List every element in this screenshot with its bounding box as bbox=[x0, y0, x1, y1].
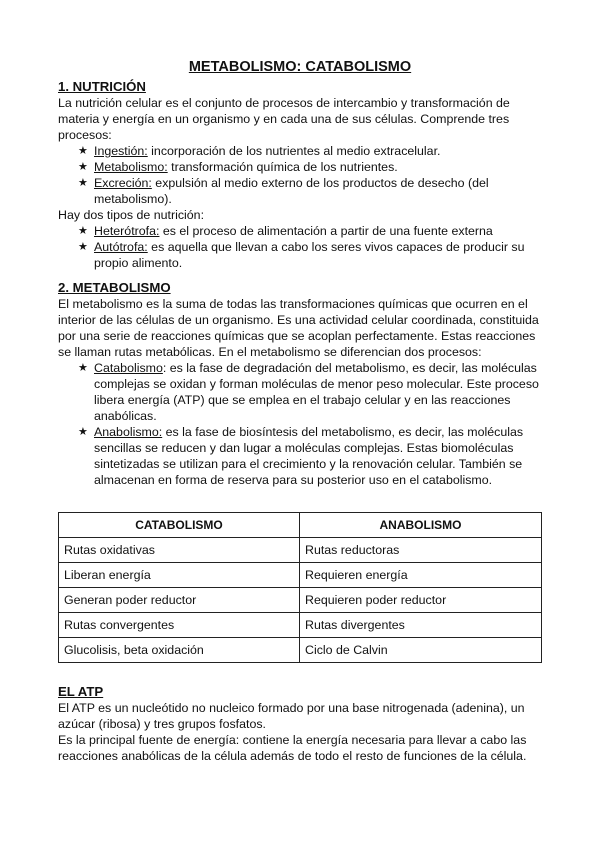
term-label: Heterótrofa: bbox=[94, 224, 160, 238]
list-item bbox=[78, 239, 542, 271]
list-item bbox=[78, 159, 542, 175]
term-description: es aquella que llevan a cabo los seres vivos capaces de producir su propio alimento. bbox=[94, 240, 525, 270]
list-item bbox=[78, 424, 542, 488]
column-header: CATABOLISMO bbox=[59, 513, 300, 538]
star-icon: ★ bbox=[78, 161, 88, 173]
list-nutrition-types bbox=[58, 223, 542, 271]
list-nutrition-processes bbox=[58, 143, 542, 207]
section-nutricion bbox=[58, 78, 542, 271]
table-cell: Rutas divergentes bbox=[300, 613, 542, 638]
star-icon: ★ bbox=[78, 362, 88, 374]
table-cell: Generan poder reductor bbox=[59, 588, 300, 613]
paragraph-atp-energy: Es la principal fuente de energía: contiene la energía necesaria para llevar a cabo las reacciones anabólicas de la célula además de todo el resto de funciones de la célula. bbox=[58, 733, 527, 763]
section-heading-metabolismo: 2. METABOLISMO bbox=[58, 280, 171, 295]
term-label: Ingestión: bbox=[94, 144, 148, 158]
list-item bbox=[78, 175, 542, 207]
term-description: transformación química de los nutrientes. bbox=[167, 160, 398, 174]
document-title: METABOLISMO: CATABOLISMO bbox=[188, 59, 412, 75]
term-description: incorporación de los nutrientes al medio extracelular. bbox=[147, 144, 441, 158]
section-atp bbox=[58, 683, 542, 764]
table-cell: Glucolisis, beta oxidación bbox=[59, 638, 300, 663]
table-header-row bbox=[59, 513, 542, 538]
paragraph-nutrition-types: Hay dos tipos de nutrición: bbox=[58, 208, 205, 222]
list-item bbox=[78, 223, 542, 239]
list-item bbox=[78, 143, 542, 159]
table-row bbox=[59, 538, 542, 563]
column-header: ANABOLISMO bbox=[300, 513, 542, 538]
document-page bbox=[58, 58, 542, 764]
star-icon: ★ bbox=[78, 177, 88, 189]
section-metabolismo bbox=[58, 279, 542, 488]
term-label: Metabolismo: bbox=[94, 160, 168, 174]
table-cell: Rutas reductoras bbox=[300, 538, 542, 563]
term-label: Catabolismo bbox=[94, 361, 163, 375]
term-description: es el proceso de alimentación a partir de una fuente externa bbox=[159, 224, 493, 238]
comparison-table bbox=[58, 512, 542, 663]
table-row bbox=[59, 563, 542, 588]
table-row bbox=[59, 613, 542, 638]
term-label: Excreción: bbox=[94, 176, 152, 190]
table-cell: Ciclo de Calvin bbox=[300, 638, 542, 663]
table-cell: Requieren poder reductor bbox=[300, 588, 542, 613]
term-label: Autótrofa: bbox=[94, 240, 148, 254]
star-icon: ★ bbox=[78, 241, 88, 253]
section-heading-atp: EL ATP bbox=[58, 684, 104, 699]
table-cell: Requieren energía bbox=[300, 563, 542, 588]
list-metabolism-processes bbox=[58, 360, 542, 488]
term-description: es la fase de biosíntesis del metabolismo, es decir, las moléculas sencillas se reducen y dan lugar a moléculas complejas. Estas biomoléculas sintetizadas se utilizan para el crecimiento y la renovación celular. También se almacenan en forma de reserva para su posterior uso en el catabolismo. bbox=[94, 425, 524, 487]
table-cell: Liberan energía bbox=[59, 563, 300, 588]
star-icon: ★ bbox=[78, 225, 88, 237]
table-cell: Rutas convergentes bbox=[59, 613, 300, 638]
star-icon: ★ bbox=[78, 145, 88, 157]
term-label: Anabolismo: bbox=[94, 425, 163, 439]
term-description: : es la fase de degradación del metabolismo, es decir, las moléculas complejas se oxidan y forman moléculas de menor peso molecular. Este proceso libera energía (ATP) que se emplea en el trabajo celular y en las reacciones anabólicas. bbox=[94, 361, 539, 423]
paragraph-nutricion-intro: La nutrición celular es el conjunto de procesos de intercambio y transformación de materia y energía en un organismo y en cada una de sus células. Comprende tres procesos: bbox=[58, 96, 510, 142]
table-cell: Rutas oxidativas bbox=[59, 538, 300, 563]
list-item bbox=[78, 360, 542, 424]
paragraph-atp-definition: El ATP es un nucleótido no nucleico formado por una base nitrogenada (adenina), un azúcar (ribosa) y tres grupos fosfatos. bbox=[58, 701, 525, 731]
paragraph-metabolismo-intro: El metabolismo es la suma de todas las transformaciones químicas que ocurren en el interior de las células de un organismo. Es una actividad celular coordinada, constituida por una serie de reacciones químicas que se acoplan perfectamente. Estas reacciones se llaman rutas metabólicas. En el metabolismo se diferencian dos procesos: bbox=[58, 297, 539, 359]
table-row bbox=[59, 638, 542, 663]
section-heading-nutricion: 1. NUTRICIÓN bbox=[58, 79, 146, 94]
star-icon: ★ bbox=[78, 426, 88, 438]
table-row bbox=[59, 588, 542, 613]
term-description: expulsión al medio externo de los productos de desecho (del metabolismo). bbox=[94, 176, 489, 206]
